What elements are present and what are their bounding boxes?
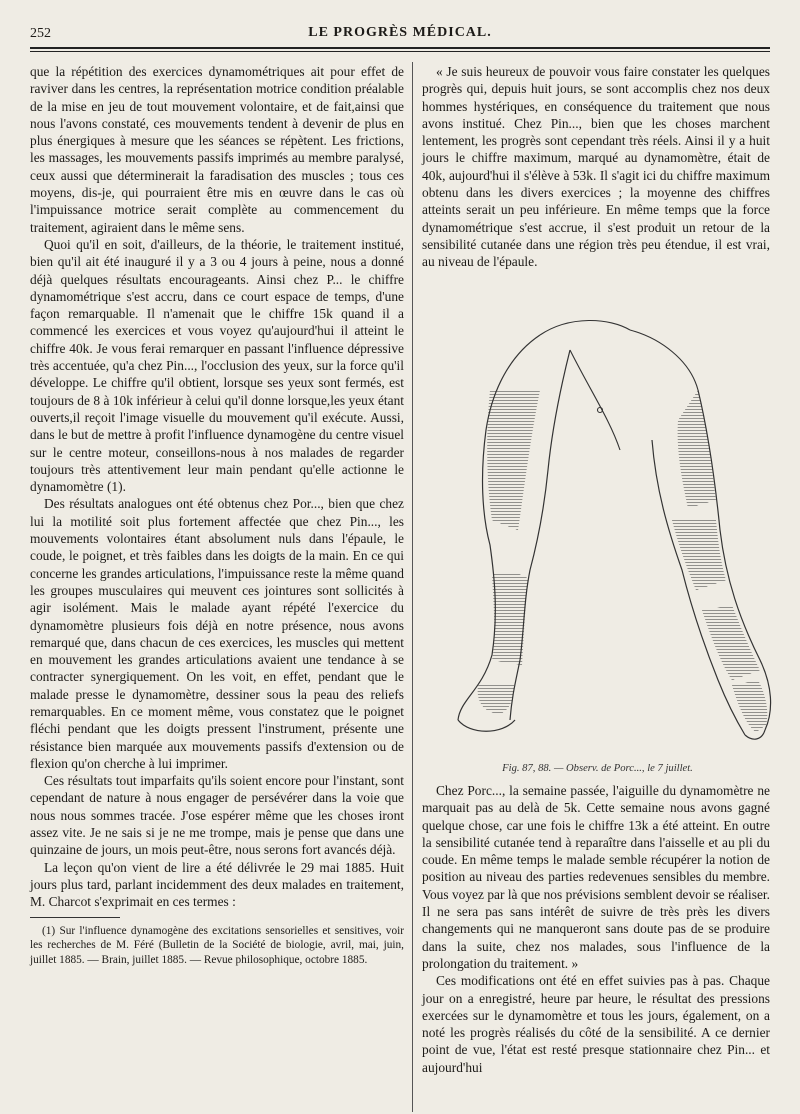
figure-arms-sensibility-map <box>420 280 775 762</box>
paragraph: Chez Porc..., la semaine passée, l'aiguille du dynamomètre ne marquait pas au delà de 5k. Cette semaine nous avons gagné quelque chose, car une fois le chiffre 13k a été atteint. En outre la sensibilité cutanée tend à reparaître dans l'aisselle et au pli du coude. En même temps le malade semble récupérer la notion de position au niveau des parties redevenues sensibles du membre. Vous voyez par là que nos prévisions semblent devoir se réaliser. Il ne sera pas sans intérêt de suivre de très près les divers changements qui ne manqueront sans doute pas de se produire dans la suite, chez nos malades, sous l'influence de la prolongation du traitement. » <box>422 783 770 971</box>
figure-illustration <box>420 280 775 750</box>
paragraph: Quoi qu'il en soit, d'ailleurs, de la théorie, le traitement institué, bien qu'il ait été inauguré il y a 3 ou 4 jours à peine, nous a donné déjà quelques résultats encourageants. Ainsi chez P... le chiffre dynamométrique s'est accru, dans ce court espace de temps, d'une façon remarquable. Il n'amenait que le chiffre 15k quand il a commencé les exercices et vous voyez qu'aujourd'hui il atteint le chiffre 40k. Je vous ferai remarquer en passant l'influence dépressive très accentuée, qu'a chez Pin..., l'occlusion des yeux, sur la force qu'il développe. Le chiffre qu'il obtient, lorsque ses yeux sont fermés, est toujours de 8 à 10k inférieur à celui qu'il donne lorsque,les yeux étant ouverts,il reçoit l'image visuelle du mouvement qu'il exécute. Aussi, dans le but de mettre à profit l'influence dynamogène du centre visuel sur le centre moteur, conseillons-nous à nos malades de regarder toujours très attentivement leur main pendant qu'elle actionne le dynamomètre (1). <box>30 236 404 495</box>
right-column-bottom <box>422 782 770 1076</box>
footnote-text: (1) Sur l'influence dynamogène des excitations sensorielles et sensitives, voir les recherches de M. Féré (Bulletin de la Société de biologie, avril, mai, juin, juillet 1885. — Brain, juillet 1885. — Revue philosophique, octobre 1885. <box>30 924 404 966</box>
left-arm-hatching <box>478 390 540 714</box>
page-header <box>30 22 770 44</box>
paragraph: « Je suis heureux de pouvoir vous faire constater les quelques progrès qui, depuis huit jours, se sont accomplis chez nos deux hommes hystériques, en conséquence du traitement que nous avons institué. Chez Pin..., bien que les choses marchent lentement, les progrès sont cependant très réels. Ainsi il y a huit jours le chiffre maximum, marqué au dynamomètre, était de 40k, aujourd'hui il s'élève à 53k. Il s'agit ici du chiffre maximum obtenu dans les divers exercices ; la moyenne des chiffres atteints serait un peu inférieure. En même temps que la force dynamométrique s'est accrue, il s'est produit un retour de la sensibilité cutanée dans une région très peu étendue, il est vrai, au niveau de l'épaule. <box>422 64 770 270</box>
paragraph: Ces résultats tout imparfaits qu'ils soient encore pour l'instant, sont cependant de nature à nous engager de persévérer dans la voie que nous nous sommes tracée. J'ose espérer même que les choses iront assez vite. Je ne sais si je ne me trompe, mais je pense que dans une quinzaine de jours, un mois peut-être, nous serons fort avancés déjà. <box>30 773 404 858</box>
header-rule-thin <box>30 51 770 52</box>
column-divider <box>412 62 413 1112</box>
running-title: LE PROGRÈS MÉDICAL. <box>308 25 492 40</box>
figure-caption: Fig. 87, 88. — Observ. de Porc..., le 7 juillet. <box>502 763 693 774</box>
right-arm-hatching <box>672 390 767 732</box>
header-rule-thick <box>30 47 770 49</box>
right-column-top <box>422 63 770 271</box>
page-number: 252 <box>30 26 51 41</box>
footnote-rule <box>30 917 120 918</box>
torso-drawing <box>540 320 698 450</box>
left-column <box>30 63 404 967</box>
paragraph: Des résultats analogues ont été obtenus chez Por..., bien que chez lui la motilité soit plus fortement affectée que chez Pin..., les mouvements volontaires étant absolument nuls dans l'épaule, le coude, le poignet, et très faibles dans les doigts de la main. En ce qui concerne les grandes articulations, l'impuissance reste la même quand les groupes musculaires qui meuvent ces jointures sont sollicités à agir isolément. Mais le malade ayant répété l'exercice du dynamomètre plusieurs fois déjà en notre présence, nous avons remarqué que, dans chacun de ces exercices, les muscles qui mettent en mouvement les grandes articulations avaient une tendance à se contracter synergiquement. On les voit, en effet, pendant que le malade presse le dynamomètre, dessiner sous la peau des reliefs remarquables. En ce moment même, vous constatez que le poignet fléchi pendant que les doigts pressent l'instrument, présente une résistance bien marquée aux mouvements passifs d'extension ou de flexion qu'on cherche à lui imprimer. <box>30 496 404 771</box>
paragraph: que la répétition des exercices dynamométriques ait pour effet de raviver dans les centres, la représentation motrice condition préalable de la mise en jeu de tout mouvement volontaire, et de fait,ainsi que nous l'avons constaté, ces mouvements tendent à devenir de plus en plus énergiques à mesure que les séances se répètent. Les frictions, les massages, les mouvements passifs imprimés au membre paralysé, ceux aussi que déterminerait la faradisation des muscles ; tous ces moyens, dis-je, qui pourraient être mis en œuvre dans le cas où l'impuissance motrice serait complète au commencement du traitement, agiraient dans le même sens. <box>30 64 404 235</box>
paragraph: Ces modifications ont été en effet suivies pas à pas. Chaque jour on a enregistré, heure par heure, le résultat des pressions exercées sur le dynamomètre et tous les jours, également, on a noté les progrès réalisés du côté de la sensibilité. A ce dernier point de vue, l'état est resté presque stationnaire chez Pin... et aujourd'hui <box>422 973 770 1075</box>
footnote <box>30 924 404 968</box>
paragraph: La leçon qu'on vient de lire a été délivrée le 29 mai 1885. Huit jours plus tard, parlant incidemment des deux malades en traitement, M. Charcot s'exprimait en ces termes : <box>30 859 404 910</box>
